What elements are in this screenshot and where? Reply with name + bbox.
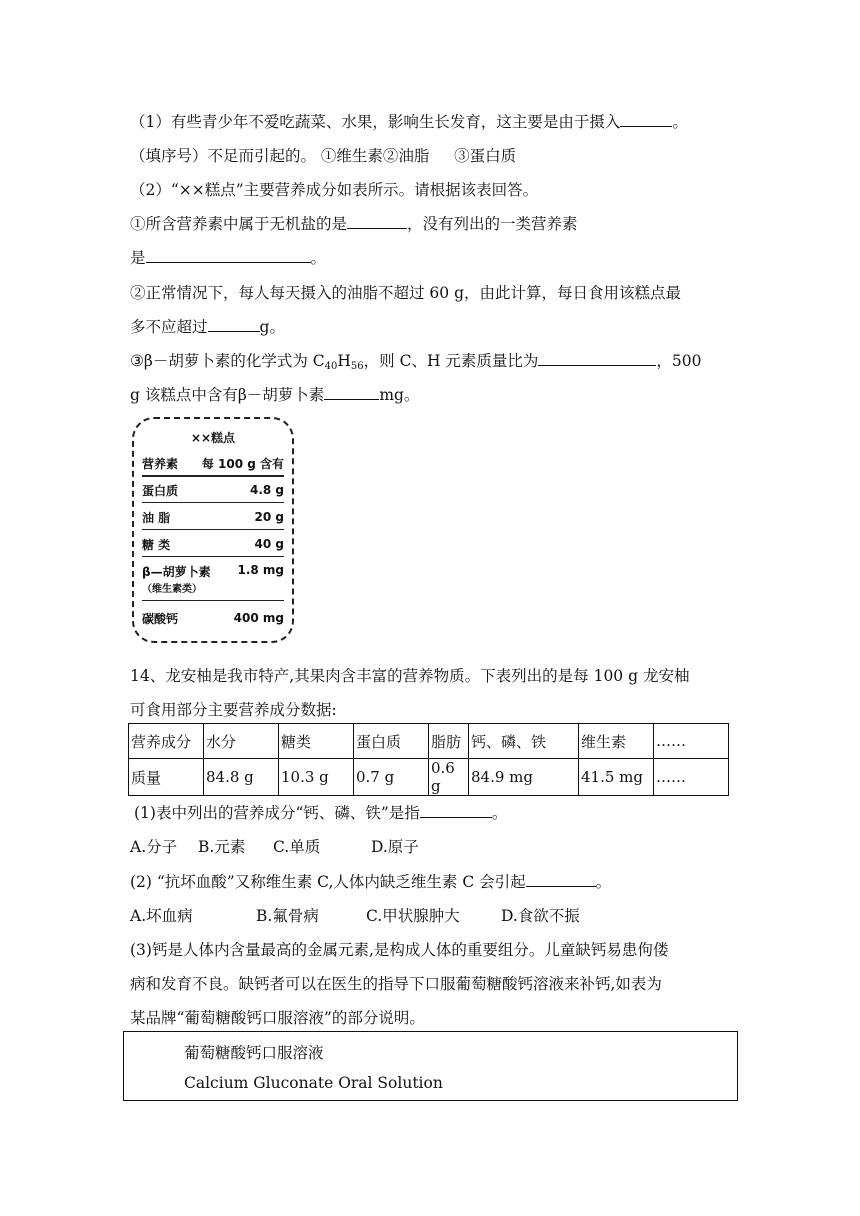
q14-sub3-line1: (3)钙是人体内含量最高的金属元素,是构成人体的重要组分。儿童缺钙易患佝偻 bbox=[130, 941, 669, 959]
product-name-en: Calcium Gluconate Oral Solution bbox=[184, 1074, 443, 1092]
option-c: C.甲状腺肿大 bbox=[366, 907, 460, 925]
option-d: D.原子 bbox=[371, 838, 419, 856]
option-b: B.氟骨病 bbox=[256, 907, 319, 925]
label-row: 碳酸钙 400 mg bbox=[142, 611, 284, 626]
q13-part1-line2: （填序号）不足而引起的。 ①维生素②油脂 ③蛋白质 bbox=[130, 147, 517, 165]
label-header-row: 营养素 每 100 g 含有 bbox=[142, 451, 284, 477]
label-title: ××糕点 bbox=[190, 431, 236, 445]
answer-blank[interactable] bbox=[347, 214, 407, 229]
answer-blank[interactable] bbox=[324, 385, 379, 400]
option-a: A.坏血病 bbox=[130, 907, 193, 925]
answer-blank[interactable] bbox=[420, 803, 492, 818]
q13-part2-item1-cont: 是 。 bbox=[130, 249, 327, 267]
answer-blank[interactable] bbox=[538, 351, 656, 366]
answer-blank[interactable] bbox=[208, 317, 260, 332]
option-b: B.元素 bbox=[198, 838, 246, 856]
q14-sub2: (2) “抗坏血酸”又称维生素 C,人体内缺乏维生素 C 会引起 。 bbox=[130, 873, 612, 891]
q13-part2-item3-cont: g 该糕点中含有β－胡萝卜素 mg。 bbox=[130, 386, 420, 404]
label-row: β—胡萝卜素 （维生素类） 1.8 mg bbox=[142, 559, 284, 601]
q14-intro-line2: 可食用部分主要营养成分数据: bbox=[130, 701, 337, 719]
option-c: C.单质 bbox=[273, 838, 321, 856]
label-row: 蛋白质 4.8 g bbox=[142, 478, 284, 503]
label-row: 糖 类 40 g bbox=[142, 532, 284, 557]
label-row: 油 脂 20 g bbox=[142, 505, 284, 530]
option-a: A.分子 bbox=[130, 838, 178, 856]
q13-part2-item3: ③β－胡萝卜素的化学式为 $C_{40}H_{56}$，则 C、H 元素质量比为 ，500 bbox=[130, 352, 702, 372]
q14-sub3-line2: 病和发育不良。缺钙者可以在医生的指导下口服葡萄糖酸钙溶液来补钙,如表为 bbox=[130, 975, 662, 993]
q14-sub1-options bbox=[130, 837, 419, 857]
table-row: 质量 84.8 g 10.3 g 0.7 g 0.6 g 84.9 mg 41.5 mg …… bbox=[129, 759, 729, 796]
q13-part1-line1: （1）有些青少年不爱吃蔬菜、水果，影响生长发育，这主要是由于摄入 。 bbox=[130, 113, 688, 131]
product-name-cn: 葡萄糖酸钙口服溶液 bbox=[184, 1044, 324, 1062]
answer-blank[interactable] bbox=[526, 872, 596, 887]
q14-sub2-options bbox=[130, 906, 580, 926]
option-d: D.食欲不振 bbox=[501, 907, 580, 925]
q14-intro-line1: 14、龙安柚是我市特产,其果肉含丰富的营养物质。下表列出的是每 100 g 龙安柚 bbox=[130, 667, 690, 685]
q13-part2-item1: ①所含营养素中属于无机盐的是 ，没有列出的一类营养素 bbox=[130, 215, 578, 233]
q13-part2-item2-cont: 多不应超过 g。 bbox=[130, 318, 285, 336]
q13-part2-item2: ②正常情况下，每人每天摄入的油脂不超过 60 g，由此计算，每日食用该糕点最 bbox=[130, 284, 682, 302]
q14-sub1: (1)表中列出的营养成分“钙、磷、铁”是指 。 bbox=[134, 804, 508, 822]
nutrient-table bbox=[128, 723, 729, 796]
q13-part2-intro: （2）“××糕点”主要营养成分如表所示。请根据该表回答。 bbox=[130, 181, 539, 199]
nutrition-label-image bbox=[132, 417, 294, 643]
q14-sub3-line3: 某品牌“葡萄糖酸钙口服溶液”的部分说明。 bbox=[130, 1009, 425, 1027]
answer-blank[interactable] bbox=[620, 112, 672, 127]
answer-blank[interactable] bbox=[146, 248, 311, 263]
product-description-box bbox=[123, 1031, 738, 1101]
table-row: 营养成分 水分 糖类 蛋白质 脂肪 钙、磷、铁 维生素 …… bbox=[129, 724, 729, 759]
